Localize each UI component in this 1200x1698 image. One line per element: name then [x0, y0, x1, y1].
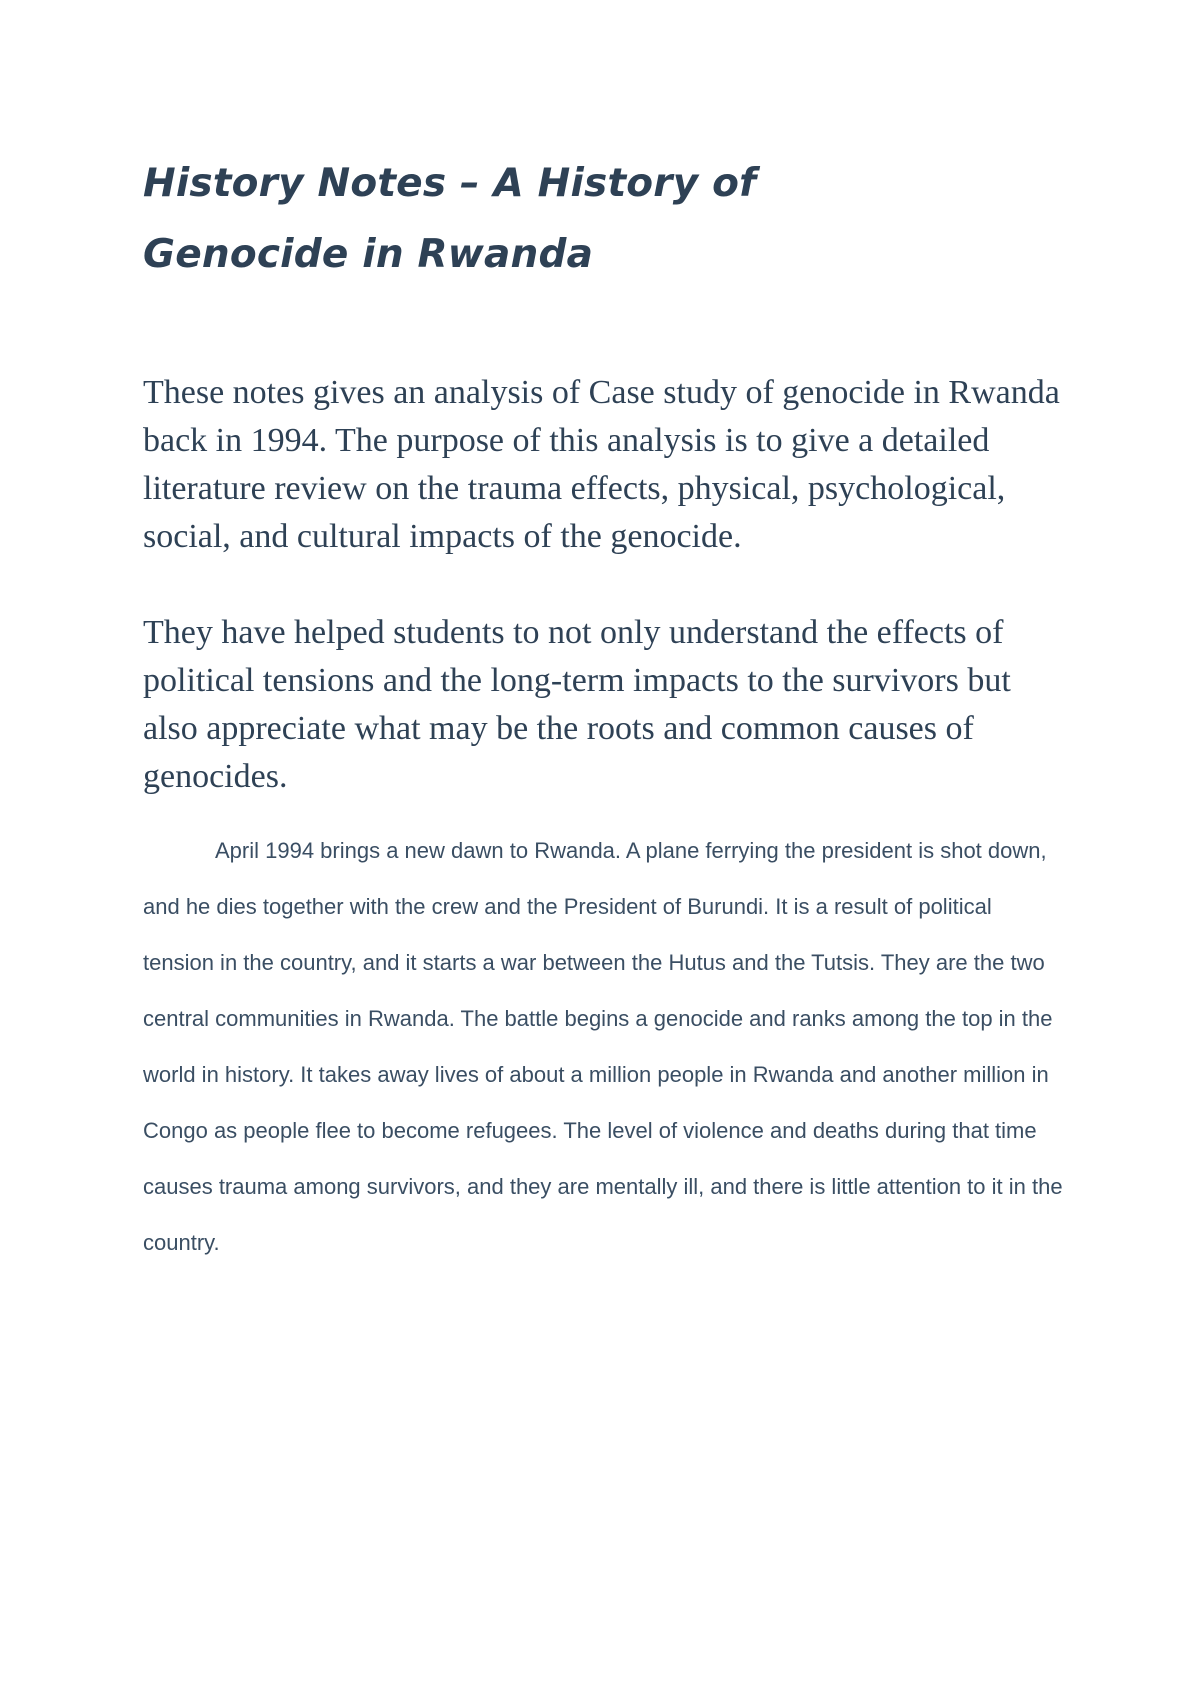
intro-paragraph-1: These notes gives an analysis of Case study of genocide in Rwanda back in 1994. The purpose of this analysis is to give a detailed literature review on the trauma effects, physical, psychological, social, and cultural impacts of the genocide.	[143, 374, 1060, 555]
document-content	[143, 148, 1065, 1271]
document-title-line-1: History Notes – A History of	[143, 161, 757, 206]
intro-paragraph-2: They have helped students to not only understand the effects of political tensions and the long-term impacts to the survivors but also appreciate what may be the roots and common causes of genocides.	[143, 614, 1011, 795]
document-title	[143, 148, 1065, 290]
body-paragraph: April 1994 brings a new dawn to Rwanda. A plane ferrying the president is shot down, and he dies together with the crew and the President of Burundi. It is a result of political tension in the country, and it starts a war between the Hutus and the Tutsis. They are the two central communities in Rwanda. The battle begins a genocide and ranks among the top in the world in history. It takes away lives of about a million people in Rwanda and another million in Congo as people flee to become refugees. The level of violence and deaths during that time causes trauma among survivors, and they are mentally ill, and there is little attention to it in the country.	[143, 838, 1063, 1255]
document-title-line-2: Genocide in Rwanda	[143, 232, 594, 277]
